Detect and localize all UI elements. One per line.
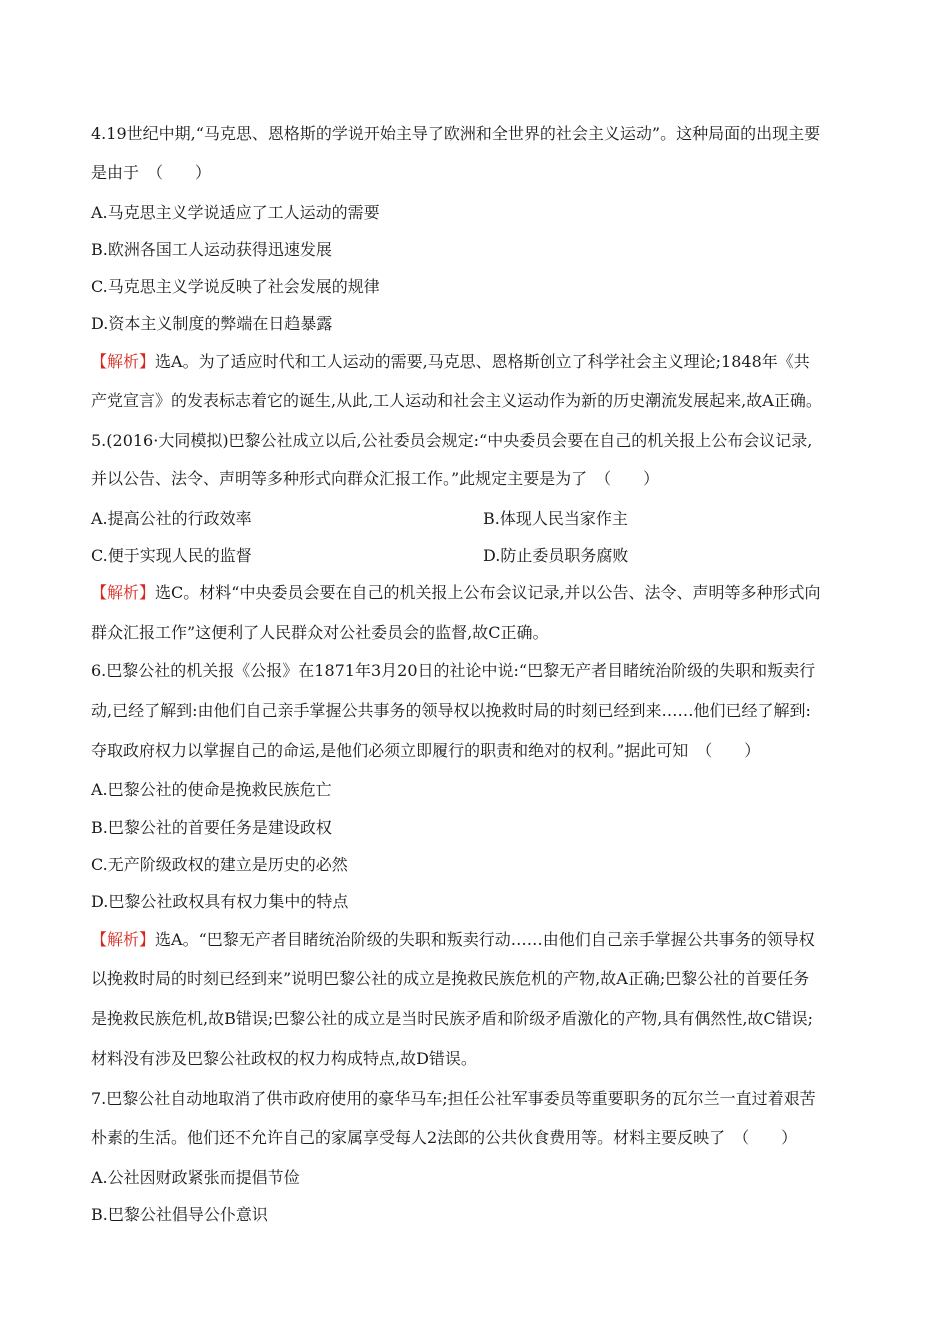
q4-option-a: A.马克思主义学说适应了工人运动的需要 <box>91 203 380 222</box>
q6-explanation-line3: 是挽救民族危机,故B错误;巴黎公社的成立是当时民族矛盾和阶级矛盾激化的产物,具有偶然性,故C错误; <box>91 1009 814 1028</box>
q5-stem-line1: 5.(2016·大同模拟)巴黎公社成立以后,公社委员会规定:“中央委员会要在自己的机关报上公布会议记录, <box>91 431 813 450</box>
q6-explanation-line1 <box>91 930 815 950</box>
analysis-tag: 【解析】 <box>91 352 156 371</box>
q5-explanation-line1 <box>91 583 821 603</box>
q4-explanation-line1 <box>91 352 810 372</box>
q6-stem-line3: 夺取政府权力以掌握自己的命运,是他们必须立即履行的职责和绝对的权利。”据此可知 （ ） <box>91 741 761 760</box>
analysis-tag: 【解析】 <box>91 583 156 602</box>
q7-stem-line2: 朴素的生活。他们还不允许自己的家属享受每人2法郎的公共伙食费用等。材料主要反映了 （ ） <box>91 1128 798 1147</box>
q6-option-c: C.无产阶级政权的建立是历史的必然 <box>91 855 348 874</box>
q4-explanation-line2: 产党宣言》的发表标志着它的诞生,从此,工人运动和社会主义运动作为新的历史潮流发展起来,故A正确。 <box>91 391 822 410</box>
q6-option-a: A.巴黎公社的使命是挽救民族危亡 <box>91 780 332 799</box>
q4-stem-line2: 是由于 （ ） <box>91 163 212 182</box>
q4-stem-line1: 4.19世纪中期,“马克思、恩格斯的学说开始主导了欧洲和全世界的社会主义运动”。这种局面的出现主要 <box>91 124 821 143</box>
q5-options-row1 <box>91 509 628 529</box>
q6-explanation-line2: 以挽救时局的时刻已经到来”说明巴黎公社的成立是挽救民族危机的产物,故A正确;巴黎公社的首要任务 <box>91 969 810 988</box>
q6-stem-line2: 动,已经了解到:由他们自己亲手掌握公共事务的领导权以挽救时局的时刻已经到来……他们已经了解到: <box>91 701 811 720</box>
q5-option-b: B.体现人民当家作主 <box>483 509 628 528</box>
q6-option-b: B.巴黎公社的首要任务是建设政权 <box>91 818 332 837</box>
q5-option-c: C.便于实现人民的监督 <box>91 546 252 565</box>
q6-stem-line1: 6.巴黎公社的机关报《公报》在1871年3月20日的社论中说:“巴黎无产者目睹统治阶级的失职和叛卖行 <box>91 661 816 680</box>
q6-explanation-line4: 材料没有涉及巴黎公社政权的权力构成特点,故D错误。 <box>91 1049 477 1068</box>
q7-option-b: B.巴黎公社倡导公仆意识 <box>91 1205 268 1224</box>
q5-option-d: D.防止委员职务腐败 <box>483 546 629 565</box>
q7-option-a: A.公社因财政紧张而提倡节俭 <box>91 1168 300 1187</box>
q5-options-row2 <box>91 546 629 566</box>
q5-explanation-text: 选C。材料“中央委员会要在自己的机关报上公布会议记录,并以公告、法令、声明等多种形式向 <box>155 583 821 602</box>
q4-option-b: B.欧洲各国工人运动获得迅速发展 <box>91 240 332 259</box>
q6-option-d: D.巴黎公社政权具有权力集中的特点 <box>91 892 349 911</box>
q5-option-a: A.提高公社的行政效率 <box>91 509 252 528</box>
q6-explanation-text: 选A。“巴黎无产者目睹统治阶级的失职和叛卖行动……由他们自己亲手掌握公共事务的领导权 <box>155 930 815 949</box>
q4-option-c: C.马克思主义学说反映了社会发展的规律 <box>91 277 380 296</box>
q4-explanation-text: 选A。为了适应时代和工人运动的需要,马克思、恩格斯创立了科学社会主义理论;1848年《共 <box>155 352 810 371</box>
q4-option-d: D.资本主义制度的弊端在日趋暴露 <box>91 314 333 333</box>
q7-stem-line1: 7.巴黎公社自动地取消了供市政府使用的豪华马车;担任公社军事委员等重要职务的瓦尔兰一直过着艰苦 <box>91 1089 816 1108</box>
q5-explanation-line2: 群众汇报工作”这便利了人民群众对公社委员会的监督,故C正确。 <box>91 623 549 642</box>
q5-stem-line2: 并以公告、法令、声明等多种形式向群众汇报工作。”此规定主要是为了 （ ） <box>91 469 660 488</box>
analysis-tag: 【解析】 <box>91 930 156 949</box>
